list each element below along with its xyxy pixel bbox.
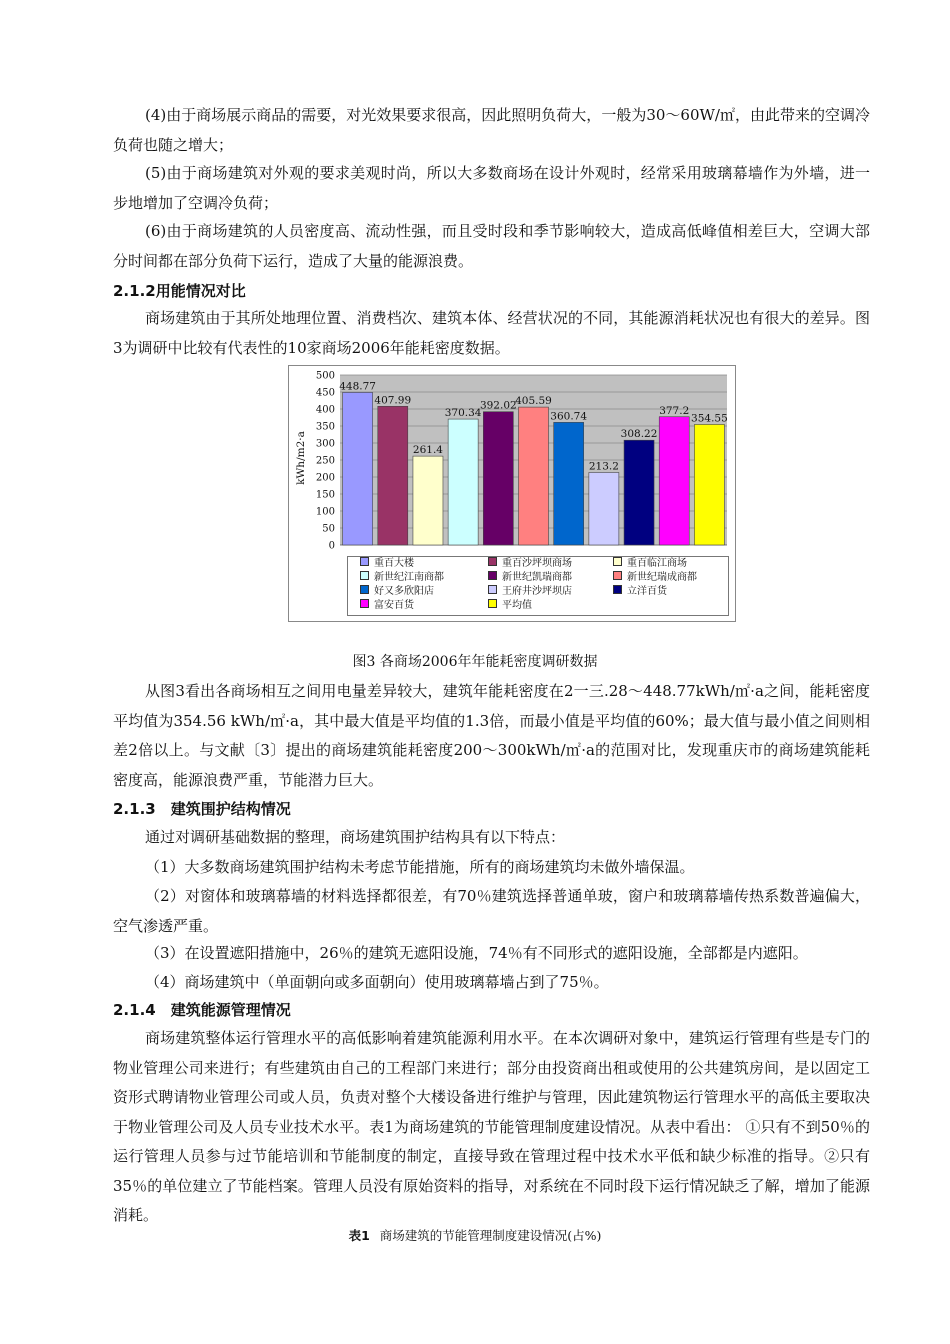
y-tick-label: 0 [328,540,335,552]
bar-3 [413,456,443,545]
legend-swatch [360,557,369,566]
y-tick-label: 100 [315,506,335,518]
legend-swatch [613,585,622,594]
legend-item [488,584,572,599]
bar-value-label: 354.55 [691,412,728,425]
paragraph-envelope-item-2: （2）对窗体和玻璃幕墙的材料选择都很差，有70％建筑选择普通单玻，窗户和玻璃幕墙传热系数普遍偏大，空气渗透严重。 [113,887,870,935]
bar-6 [519,407,549,545]
legend-swatch [360,571,369,580]
paragraph-energy-management: 商场建筑整体运行管理水平的高低影响着建筑能源利用水平。在本次调研对象中，建筑运行管理有些是专门的物业管理公司来进行；有些建筑由自己的工程部门来进行；部分由投资商出租或使用的公共建筑房间，是以固定工资形式聘请物业管理公司或人员，负责对整个大楼设备进行维护与管理，因此建筑物运行管理水平的高低主要取决于物业管理公司及人员专业技术水平。表1为商场建筑的节能管理制度建设情况。从表中看出： ①只有不到50％的运行管理人员参与过节能培训和节能制度的制定，直接导致在管理过程中技术水平低和缺少标准的指导。②只有35％的单位建立了节能档案。管理人员没有原始资料的指导，对系统在不同时段下运行情况缺乏了解，增加了能源消耗。 [113,1029,870,1224]
y-tick-label: 500 [315,370,335,382]
bar-10 [659,417,689,545]
legend-item [613,570,697,585]
legend-item [360,598,414,613]
y-tick-label: 450 [315,387,335,399]
heading-2-1-4: 2.1.4 建筑能源管理情况 [113,1001,291,1019]
legend-item [360,556,414,571]
paragraph-figure-analysis: 从图3看出各商场相互之间用电量差异较大，建筑年能耗密度在2一三.28～448.77kWh/㎡·a之间，能耗密度平均值为354.56 kWh/㎡·a，其中最大值是平均值的1.3倍，而最小值是平均值的60%；最大值与最小值之间则相差2倍以上。与文献〔3〕提出的商场建筑能耗密度200～300kWh/㎡·a的范围对比，发现重庆市的商场建筑能耗密度高，能源浪费严重，节能潜力巨大。 [113,682,870,789]
bar-value-label: 407.99 [374,394,412,407]
bar-value-label: 360.74 [550,410,588,423]
legend-label: 重百沙坪坝商场 [502,558,572,569]
bar-value-label: 308.22 [620,428,658,441]
legend-swatch [360,585,369,594]
legend-swatch [360,599,369,608]
table-caption-text: 商场建筑的节能管理制度建设情况(占%) [379,1228,602,1243]
heading-2-1-2: 2.1.2用能情况对比 [113,282,246,300]
y-tick-label: 300 [315,438,335,450]
legend-swatch [613,571,622,580]
paragraph-envelope-item-1: （1）大多数商场建筑围护结构未考虑节能措施，所有的商场建筑均未做外墙保温。 [145,858,695,876]
legend-label: 富安百货 [374,600,414,611]
legend-item [360,570,444,585]
paragraph-occupancy: (6)由于商场建筑的人员密度高、流动性强，而且受时段和季节影响较大，造成高低峰值相差巨大，空调大部分时间都在部分负荷下运行，造成了大量的能源浪费。 [113,222,870,270]
table-caption [0,1226,950,1246]
legend-label: 新世纪凯瑞商都 [502,572,572,583]
bar-7 [554,422,584,545]
bar-value-label: 405.59 [515,395,552,408]
legend-swatch [488,557,497,566]
legend-label: 平均值 [502,600,532,611]
paragraph-envelope-intro: 通过对调研基础数据的整理，商场建筑围护结构具有以下特点： [145,828,566,846]
legend-item [488,570,572,585]
heading-2-1-3: 2.1.3 建筑围护结构情况 [113,800,291,818]
legend-label: 王府井沙坪坝店 [502,586,572,597]
legend-item [613,584,667,599]
legend-item [613,556,687,571]
y-tick-label: 200 [315,472,335,484]
figure-caption: 图3 各商场2006年年能耗密度调研数据 [352,654,598,670]
legend-swatch [488,585,497,594]
bar-value-label: 213.2 [588,460,619,473]
legend-label: 重百临江商场 [627,558,687,569]
legend-swatch [613,557,622,566]
bar-value-label: 392.02 [479,399,517,412]
bar-9 [624,440,654,545]
paragraph-envelope-item-3: （3）在设置遮阳措施中，26％的建筑无遮阳设施，74％有不同形式的遮阳设施，全部都是内遮阳。 [145,944,808,962]
y-axis-label: kWh/m2·a [295,431,307,485]
legend-item [488,598,532,613]
bar-value-label: 370.34 [444,407,482,420]
paragraph-glass-facade: (5)由于商场建筑对外观的要求美观时尚，所以大多数商场在设计外观时，经常采用玻璃幕墙作为外墙，进一步地增加了空调冷负荷； [113,164,870,212]
y-tick-label: 400 [315,404,335,416]
legend-item [488,556,572,571]
bar-4 [448,419,478,545]
legend-label: 立洋百货 [627,586,667,597]
legend-label: 新世纪江南商都 [374,572,444,583]
table-label: 表1 [348,1228,370,1243]
legend-item [360,584,434,599]
legend-label: 新世纪瑞成商都 [627,572,697,583]
bar-8 [589,472,619,545]
legend-swatch [488,571,497,580]
y-tick-label: 250 [315,455,335,467]
legend-label: 好又多欣阳店 [374,586,434,597]
bar-11 [694,424,724,545]
y-tick-label: 50 [322,523,335,535]
legend-label: 重百大楼 [374,558,414,569]
bar-2 [378,406,408,545]
chart-legend [347,556,729,616]
paragraph-lighting-load: (4)由于商场展示商品的需要，对光效果要求很高，因此照明负荷大，一般为30～60W/㎡，由此带来的空调冷负荷也随之增大； [113,106,870,154]
paragraph-energy-comparison: 商场建筑由于其所处地理位置、消费档次、建筑本体、经营状况的不同，其能源消耗状况也有很大的差异。图3为调研中比较有代表性的10家商场2006年能耗密度数据。 [113,309,870,357]
y-tick-label: 350 [315,421,335,433]
y-tick-label: 150 [315,489,335,501]
bar-1 [343,392,373,545]
bar-value-label: 261.4 [412,444,443,457]
paragraph-envelope-item-4: （4）商场建筑中（单面朝向或多面朝向）使用玻璃幕墙占到了75％。 [145,973,609,991]
energy-density-chart [288,365,736,622]
bar-value-label: 448.77 [339,380,376,393]
legend-swatch [488,599,497,608]
bar-5 [483,412,513,545]
bar-value-label: 377.2 [659,404,690,417]
